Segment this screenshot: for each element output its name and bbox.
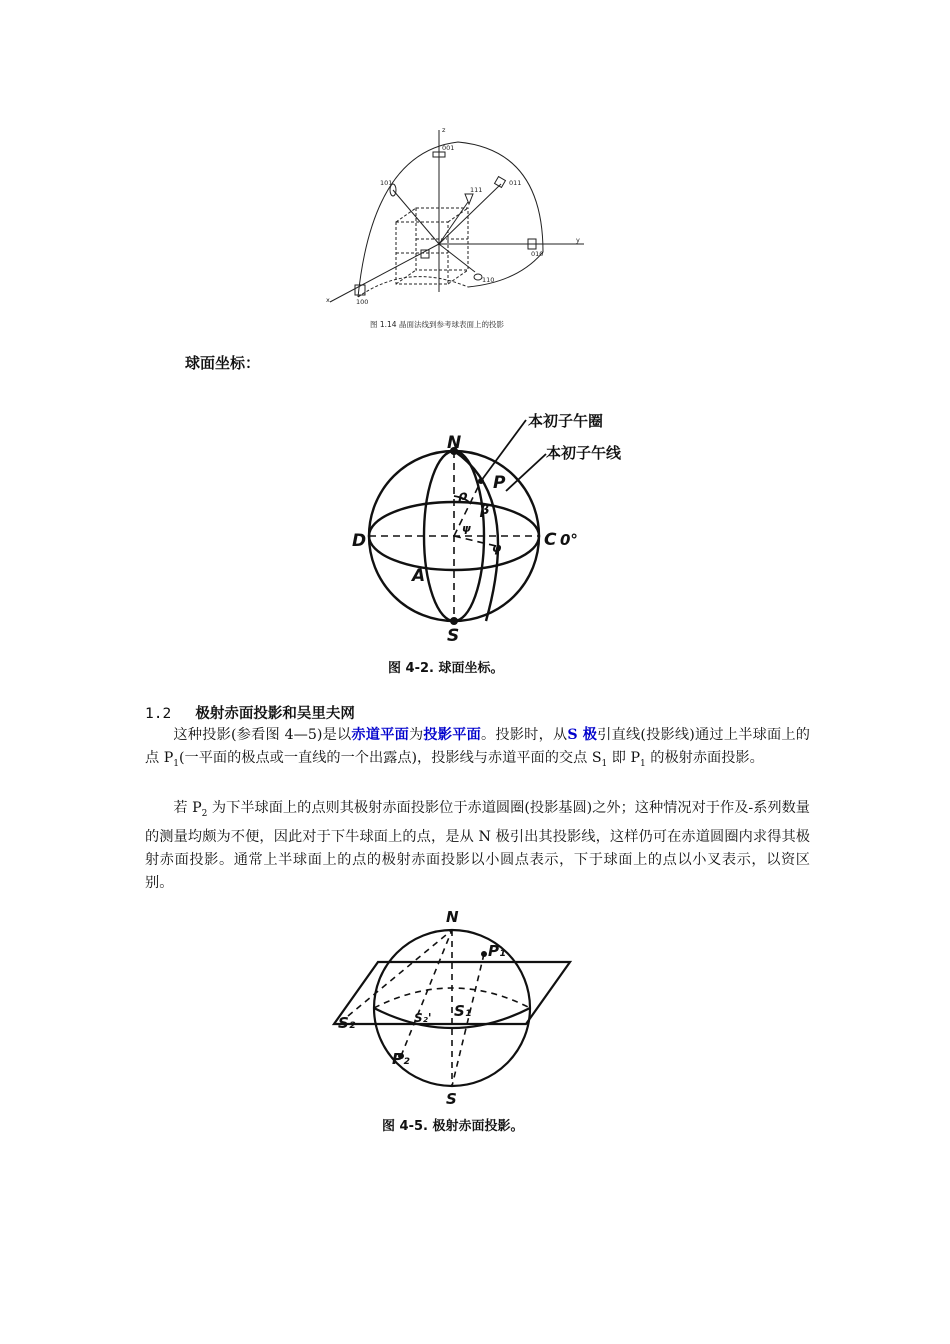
fig3-caption: 图 4-5. 极射赤面投影。 (382, 1119, 524, 1134)
fig3-label-S2-prime: S₂' (414, 1011, 432, 1025)
fig3-label-P1: P₁ (488, 942, 506, 960)
fig2-label-beta: β (480, 503, 490, 518)
fig1-label-y: y (576, 236, 580, 244)
fig2-caption: 图 4-2. 球面坐标。 (388, 661, 504, 676)
section-title: 极射赤面投影和吴里夫网 (195, 706, 355, 722)
fig1-label-010: 010 (531, 250, 544, 258)
section-number: 1.2 (145, 706, 172, 722)
fig3-label-N: N (446, 908, 459, 926)
fig1-caption: 图 1.14 晶面法线到参考球表面上的投影 (370, 320, 504, 329)
figure-spherical-coordinates (346, 396, 644, 684)
fig2-label-zero: 0° (560, 531, 578, 549)
fig2-label-D: D (352, 531, 367, 551)
section-1-2-heading (145, 702, 355, 723)
fig2-annotation-meridian-line: 本初子午线 (546, 444, 622, 462)
paragraph-stereographic-intro: 这种投影(参看图 4—5)是以赤道平面为投影平面。投影时，从S 极引直线(投影线)通过上半球面上的点 $P_1$(一平面的极点或一直线的一个出露点)，投影线与赤道平面的交点 $S_1$ 即 $P_1$ 的极射赤面投影。 (145, 727, 810, 769)
fig2-label-P: P (493, 473, 506, 493)
fig3-label-P2: P₂ (392, 1050, 410, 1068)
fig2-label-A: A (412, 566, 426, 586)
link-s-pole[interactable]: S 极 (567, 727, 598, 743)
link-equatorial-plane[interactable]: 赤道平面 (351, 727, 409, 743)
fig3-label-S1: S₁ (454, 1002, 472, 1020)
fig3-label-S: S (446, 1090, 457, 1108)
fig2-label-S: S (447, 626, 460, 646)
fig1-label-x: x (326, 296, 330, 304)
fig1-label-100: 100 (356, 298, 369, 306)
fig2-label-phi: φ (492, 541, 502, 555)
fig2-label-C: C (544, 530, 557, 550)
spherical-coordinates-heading: 球面坐标： (185, 354, 261, 372)
fig1-label-101: 101 (380, 179, 393, 187)
figure-crystal-sphere (318, 122, 596, 340)
fig2-label-psi: ψ (462, 522, 471, 535)
fig1-label-z: z (442, 126, 446, 134)
fig1-label-001: 001 (442, 144, 455, 152)
fig1-label-011: 011 (509, 179, 522, 187)
fig1-label-110: 110 (482, 276, 495, 284)
link-projection-plane[interactable]: 投影平面 (423, 727, 481, 743)
fig2-label-N: N (447, 433, 462, 453)
paragraph-lower-hemisphere: 若 $P_2$ 为下半球面上的点则其极射赤面投影位于赤道圆圈(投影基圆)之外；这种情况对于作及-系列数量的测量均颇为不便，因此对于下牛球面上的点，是从 N 极引出其投影线，这样仍可在赤道圆圈内求得其极射赤面投影。通常上半球面上的点的极射赤面投影以小圆点表示，下于球面上的点以小叉表示，以资区别。 (145, 800, 810, 891)
fig1-label-111: 111 (470, 186, 483, 194)
fig3-label-S2: S₂ (338, 1014, 356, 1032)
fig2-annotation-meridian-circle: 本初子午圈 (528, 412, 604, 430)
figure-stereographic-projection (326, 904, 574, 1144)
fig2-label-rho: ρ (458, 489, 468, 504)
